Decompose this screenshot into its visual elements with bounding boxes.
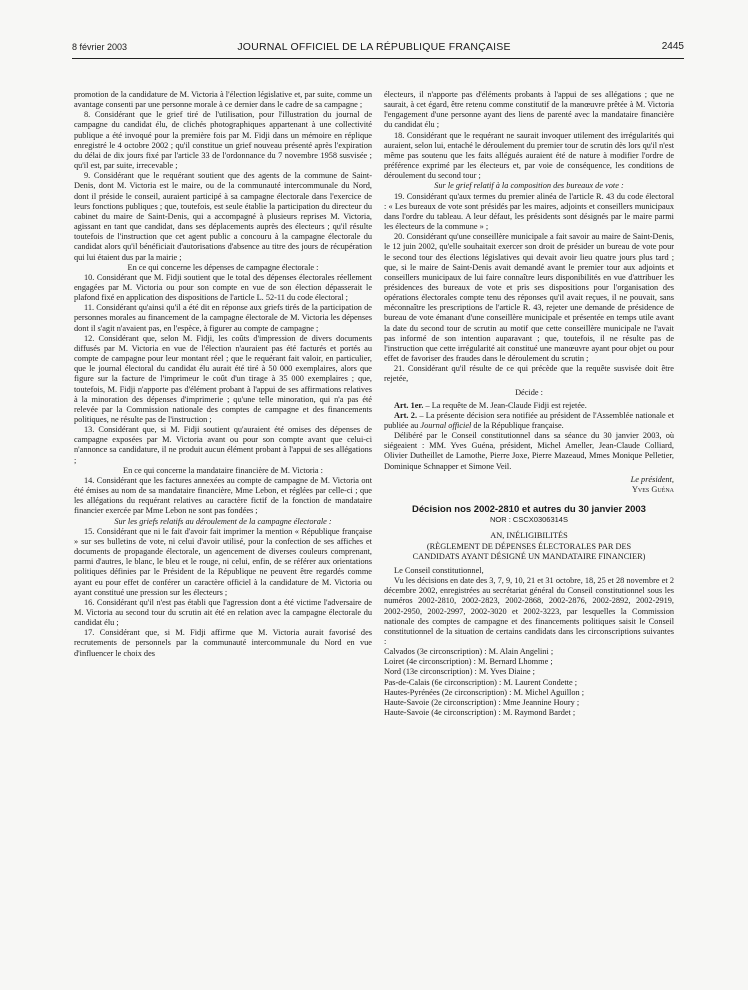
paragraph-8: 8. Considérant que le grief tiré de l'utilisation, pour l'illustration du journal de campagne du candidat élu, de clichés photographiques appartenant à une collectivité publique a été invoqué pour la première fois par M. Fidji dans un mémoire en réplique enregistré le 4 octobre 2002 ; qu'il constitue un grief nouveau présenté après l'expiration du délai de dix jours fixé par l'article 33 de l'ordonnance du 7 novembre 1958 susvisée ; qu'il est, par suite, irrecevable ;	[74, 110, 372, 171]
list-item: Pas-de-Calais (6e circonscription) : M. Laurent Condette ;	[384, 677, 578, 687]
article-2	[384, 411, 674, 431]
decide-heading: Décide :	[515, 387, 543, 397]
paragraph-9: 9. Considérant que le requérant soutient que des agents de la commune de Saint-Denis, dont M. Victoria est le maire, ou de la communauté intercommunale du Nord, dont il préside le conseil, auraient participé à sa campagne électorale dans l'exercice de leurs fonctions publiques ; que, toutefois, est seule établie la participation du directeur du cabinet du maire de Saint-Denis, qui a accompagné à plusieurs reprises M. Victoria, agissant en tant que candidat, dans ses déplacements auprès des électeurs ; qu'il résulte toutefois de l'instruction que cet agent public a concouru à la campagne électorale du candidat alors qu'il bénéficiait d'autorisations d'absence au titre des jours de récupération qui lui étaient dus par la mairie ;	[74, 171, 372, 262]
paragraph-15: 15. Considérant que ni le fait d'avoir fait imprimer la mention « République française » sur ses bulletins de vote, ni celui d'avoir utilisé, pour la confection de ses affiches et documents de propagande électorale, un agencement de diverses couleurs comprenant, parmi d'autres, le blanc, le bleu et le rouge, ni celui, enfin, de se référer aux orientations politiques définies par le Président de la République ne peuvent être regardés comme ayant eu pour effet de conférer un caractère officiel à la candidature de M. Victoria ou ayant constitué une pression sur les électeurs ;	[74, 526, 372, 597]
list-item: Haute-Savoie (2e circonscription) : Mme Jeannine Houry ;	[384, 697, 580, 707]
signature-role: Le président,	[630, 474, 674, 484]
article-2-journal: Journal officiel	[420, 421, 472, 430]
paragraph-11: 11. Considérant qu'ainsi qu'il a été dit en réponse aux griefs tirés de la participation de personnes morales au financement de la campagne électorale de M. Victoria les dépenses dont il s'agit n'avaient pas, en l'espèce, à figurer au compte de campagne ;	[74, 303, 372, 333]
section-heading-depenses: En ce qui concerne les dépenses de campagne électorale :	[127, 262, 319, 272]
section-heading-bureaux: Sur le grief relatif à la composition des bureaux de vote :	[434, 181, 624, 191]
page-header	[0, 38, 748, 54]
page-number: 2445	[661, 41, 684, 52]
vu-paragraph: Vu les décisions en date des 3, 7, 9, 10, 21 et 31 octobre, 18, 25 et 28 novembre et 2 décembre 2002, enregistrées au secrétariat général du Conseil constitutionnel sous les numéros 2002-2810, 2002-2823, 2002-2868, 2002-2876, 2002-2892, 2002-2919, 2002-2950, 2002-2997, 2002-3020 et 2002-3223, par lesquelles la Commission nationale des comptes de campagne et des financements politiques saisit le Conseil constitutionnel de la situation de certains candidats dans les circonscriptions suivantes :	[384, 576, 674, 646]
section-heading-griefs: Sur les griefs relatifs au déroulement de la campagne électorale :	[114, 516, 332, 526]
list-item: Calvados (3e circonscription) : M. Alain Angelini ;	[384, 647, 554, 657]
header-rule	[72, 58, 684, 59]
article-2-text-b: de la République française.	[471, 421, 564, 430]
paragraph: promotion de la candidature de M. Victoria à l'élection législative et, par suite, comme un avantage consenti par une personne morale à ce dernier dans le cadre de sa campagne ;	[74, 90, 372, 110]
paragraph-18: 18. Considérant que le requérant ne saurait invoquer utilement des irrégularités qui auraient, selon lui, entaché le déroulement du premier tour de scrutin dès lors qu'il n'est même pas soutenu que les faits allégués auraient été de nature à modifier l'ordre de préférence exprimé par les électeurs et, par voie de conséquence, les conditions de déroulement du second tour ;	[384, 130, 674, 181]
paragraph-13: 13. Considérant que, si M. Fidji soutient qu'auraient été omises des dépenses de campagne exposées par M. Victoria avant ou pour son compte avant que celui-ci n'annonce sa candidature, il ne produit aucun élément probant à l'appui de ses allégations ;	[74, 425, 372, 465]
paragraph-16: 16. Considérant qu'il n'est pas établi que l'agression dont a été victime l'adversaire de M. Victoria au second tour du scrutin ait été en relation avec la campagne électorale du candidat élu ;	[74, 597, 372, 628]
list-item: Loiret (4e circonscription) : M. Bernard Lhomme ;	[384, 657, 553, 667]
article-1-label: Art. 1er.	[394, 400, 424, 410]
section-heading-mandataire: En ce qui concerne la mandataire financière de M. Victoria :	[123, 465, 323, 475]
decision-title: Décision nos 2002-2810 et autres du 30 janvier 2003	[412, 504, 646, 516]
paragraph-14: 14. Considérant que les factures annexées au compte de campagne de M. Victoria ont été émises au nom de sa mandataire financière, Mme Lebon, et réglées par celle-ci ; que les allégations du requérant relatives au caractère fictif de la fonction de mandataire financier exercée par Mme Lebon ne sont pas fondées ;	[74, 475, 372, 516]
list-item: Haute-Savoie (4e circonscription) : M. Raymond Bardet ;	[384, 708, 576, 718]
signature-name: Yves Guéna	[631, 484, 674, 494]
list-item: Nord (13e circonscription) : M. Yves Diaine ;	[384, 667, 535, 677]
paragraph-21: 21. Considérant qu'il résulte de ce qui précède que la requête susvisée doit être rejetée,	[384, 364, 674, 384]
paragraph: électeurs, il n'apporte pas d'éléments probants à l'appui de ses allégations ; que ne saurait, à cet égard, être retenu comme constitutif de la manœuvre prêtée à M. Victoria l'engagement d'une personne ayant des liens de parenté avec la mandataire financière du candidat élu ;	[384, 90, 674, 130]
council-line: Le Conseil constitutionnel,	[394, 565, 484, 575]
article-2-text-a: – La présente décision sera notifiée au président de l'Assemblée nationale et publiée au	[384, 410, 674, 430]
paragraph-17: 17. Considérant que, si M. Fidji affirme que M. Victoria aurait favorisé des recrutements de personnels par la communauté intercommunale du Nord en vue d'influencer le choix des	[74, 628, 372, 658]
list-item: Hautes-Pyrénées (2e circonscription) : M. Michel Aguillon ;	[384, 687, 585, 697]
heading-line-2: (RÈGLEMENT DE DÉPENSES ÉLECTORALES PAR DES	[426, 541, 632, 551]
header-date: 8 février 2003	[72, 42, 128, 52]
paragraph-19: 19. Considérant qu'aux termes du premier alinéa de l'article R. 43 du code électoral : « Les bureaux de vote sont présidés par les maires, adjoints et conseillers municipaux dans l'ordre du tableau. A leur défaut, les présidents sont désignés par le maire parmi les électeurs de la commune » ;	[384, 191, 674, 232]
nor-reference: NOR : CSCX0306314S	[490, 515, 568, 525]
paragraph-10: 10. Considérant que M. Fidji soutient que le total des dépenses électorales réellement engagées par M. Victoria ou pour son compte en vue de son élection dépasserait le plafond fixé en application des dispositions de l'article L. 52-11 du code électoral ;	[74, 272, 372, 303]
article-1-text: – La requête de M. Jean-Claude Fidji est rejetée.	[423, 400, 587, 410]
article-1	[384, 401, 674, 411]
heading-line-1: AN, INÉLIGIBILITÉS	[490, 531, 568, 541]
heading-line-3: CANDIDATS AYANT DÉSIGNÉ UN MANDATAIRE FINANCIER)	[412, 551, 646, 561]
paragraph-12: 12. Considérant que, selon M. Fidji, les coûts d'impression de divers documents diffusés par M. Victoria en vue de l'élection n'auraient pas été facturés et portés au compte de campagne pour leur montant réel ; que le requérant fait valoir, en particulier, que le journal électoral du candidat élu aurait été tiré à 50 000 exemplaires, alors que figure sur la facture de l'imprimeur le coût d'un tirage à 35 000 exemplaires ; que, toutefois, M. Fidji n'apporte pas d'élément probant à l'appui de ses affirmations relatives à la minoration des dépenses d'imprimerie ; qu'une telle minoration, qui n'a pas été relevée par la Commission nationale des comptes de campagne et des financements politiques, ne résulte pas de l'instruction ;	[74, 333, 372, 424]
circonscription-list	[384, 647, 674, 718]
header-title: JOURNAL OFFICIEL DE LA RÉPUBLIQUE FRANÇAISE	[237, 41, 511, 53]
article-2-label: Art. 2.	[394, 410, 418, 420]
paragraph-20: 20. Considérant qu'une conseillère municipale a fait savoir au maire de Saint-Denis, le 12 juin 2002, qu'elle souhaitait exercer son droit de présider un bureau de vote pour le second tour des élections législatives qui devait avoir lieu quatre jours plus tard ; que, si le maire de Saint-Denis avait demandé avant le premier tour aux adjoints et conseillers municipaux de lui faire connaître leurs disponibilités en vue d'attribuer les présidences des bureaux de vote et pris ses dispositions pour l'organisation des opérations électorales compte tenu des réponses qu'il avait reçues, il ne pouvait, sans méconnaître les prescriptions de l'article R. 43, rejeter une demande de présidence de bureau de vote émanant d'une conseillère municipale et présentée en temps utile avant la date du second tour de scrutin au motif que cette conseillère municipale ne l'avait pas informé de son intention auparavant ; que, toutefois, il ne résulte pas de l'instruction que cette irrégularité ait constitué une manœuvre ayant pour objet ou pour effet de favoriser des fraudes dans le déroulement du scrutin ;	[384, 232, 674, 364]
deliberation: Délibéré par le Conseil constitutionnel dans sa séance du 30 janvier 2003, où siégeaient : MM. Yves Guéna, président, Michel Ameller, Jean-Claude Colliard, Olivier Dutheillet de Lamothe, Pierre Joxe, Pierre Mazeaud, Mmes Monique Pelletier, Dominique Schnapper et Simone Veil.	[384, 431, 674, 471]
right-column	[384, 90, 674, 990]
left-column	[74, 90, 372, 990]
